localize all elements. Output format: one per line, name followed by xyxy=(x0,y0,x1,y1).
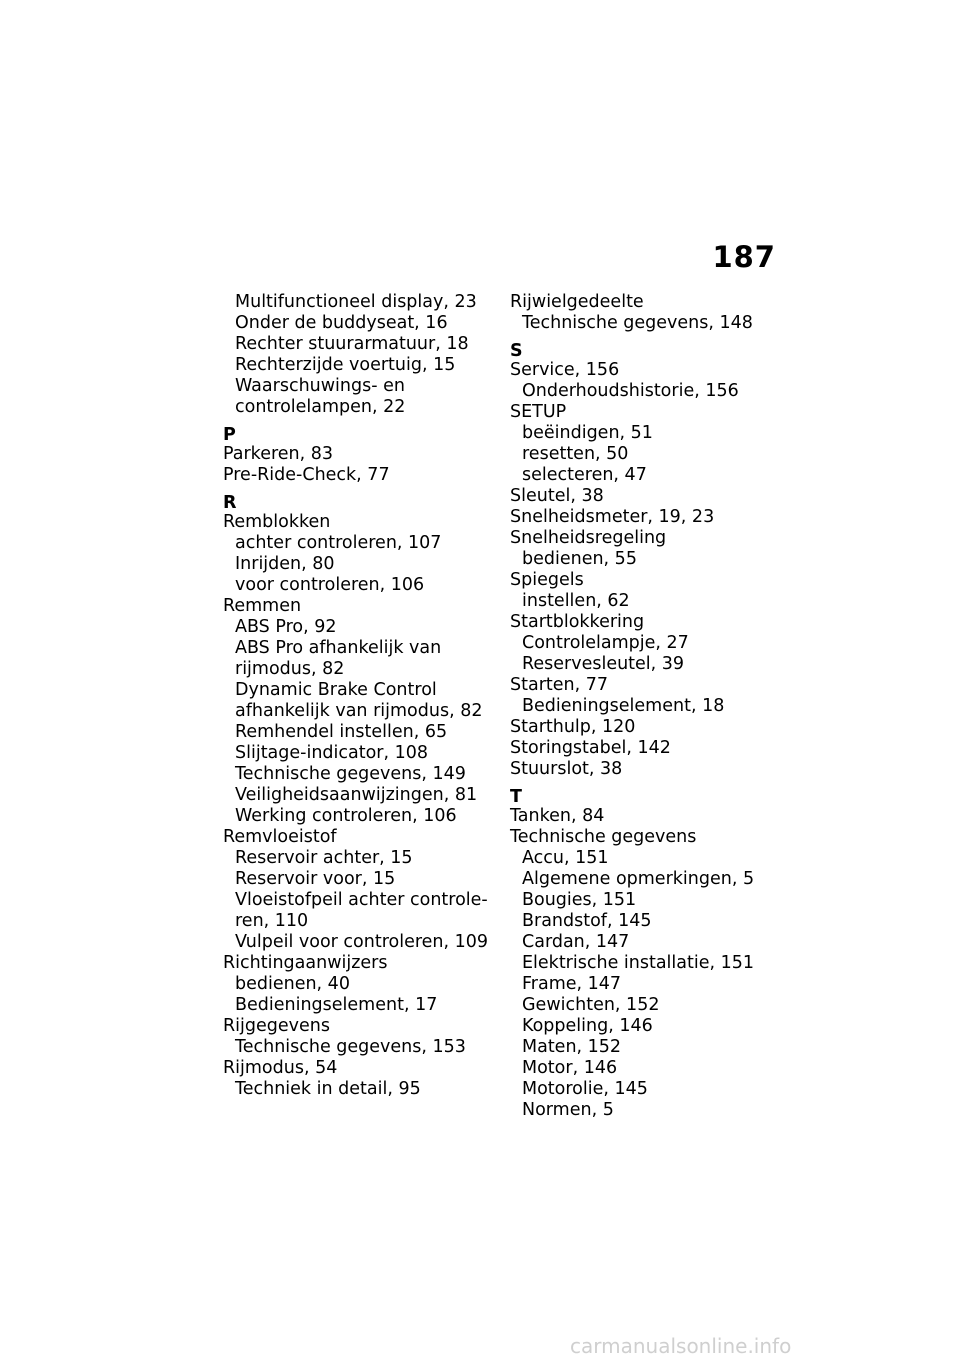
index-subentry: Cardan, 147 xyxy=(522,932,630,952)
index-subentry: ren, 110 xyxy=(235,911,309,931)
index-subentry: Technische gegevens, 149 xyxy=(235,764,466,784)
index-entry: Storingstabel, 142 xyxy=(510,738,671,758)
index-subentry: Techniek in detail, 95 xyxy=(235,1079,421,1099)
index-subentry: Vulpeil voor controleren, 109 xyxy=(235,932,489,952)
index-entry: Stuurslot, 38 xyxy=(510,759,623,779)
index-subentry: Accu, 151 xyxy=(522,848,609,868)
index-subentry: Motorolie, 145 xyxy=(522,1079,648,1099)
index-letter-heading: R xyxy=(223,493,237,513)
index-subentry: instellen, 62 xyxy=(522,591,630,611)
index-subentry: controlelampen, 22 xyxy=(235,397,406,417)
index-entry: Richtingaanwijzers xyxy=(223,953,388,973)
index-subentry: Multifunctioneel display, 23 xyxy=(235,292,477,312)
index-subentry: rijmodus, 82 xyxy=(235,659,345,679)
index-subentry: bedienen, 40 xyxy=(235,974,350,994)
index-subentry: Reservoir voor, 15 xyxy=(235,869,396,889)
index-subentry: Dynamic Brake Control xyxy=(235,680,437,700)
index-entry: Service, 156 xyxy=(510,360,620,380)
index-subentry: Elektrische installatie, 151 xyxy=(522,953,755,973)
index-subentry: Technische gegevens, 148 xyxy=(522,313,753,333)
index-subentry: Bedieningselement, 18 xyxy=(522,696,725,716)
index-subentry: Normen, 5 xyxy=(522,1100,614,1120)
index-subentry: Waarschuwings- en xyxy=(235,376,405,396)
index-subentry: afhankelijk van rijmodus, 82 xyxy=(235,701,483,721)
index-subentry: Onder de buddyseat, 16 xyxy=(235,313,448,333)
index-entry: SETUP xyxy=(510,402,567,422)
index-subentry: Reservoir achter, 15 xyxy=(235,848,413,868)
index-subentry: Algemene opmerkingen, 5 xyxy=(522,869,755,889)
index-entry: Startblokkering xyxy=(510,612,645,632)
index-entry: Snelheidsmeter, 19, 23 xyxy=(510,507,715,527)
index-subentry: Bedieningselement, 17 xyxy=(235,995,438,1015)
index-entry: Pre-Ride-Check, 77 xyxy=(223,465,390,485)
index-subentry: Remhendel instellen, 65 xyxy=(235,722,448,742)
index-subentry: bedienen, 55 xyxy=(522,549,637,569)
index-subentry: Rechterzijde voertuig, 15 xyxy=(235,355,456,375)
index-subentry: Slijtage-indicator, 108 xyxy=(235,743,429,763)
index-subentry: Inrijden, 80 xyxy=(235,554,335,574)
index-subentry: achter controleren, 107 xyxy=(235,533,442,553)
index-entry: Rijgegevens xyxy=(223,1016,330,1036)
index-subentry: Vloeistofpeil achter controle- xyxy=(235,890,488,910)
index-subentry: Controlelampje, 27 xyxy=(522,633,689,653)
index-subentry: Onderhoudshistorie, 156 xyxy=(522,381,739,401)
index-subentry: beëindigen, 51 xyxy=(522,423,653,443)
index-subentry: resetten, 50 xyxy=(522,444,629,464)
page-number: 187 xyxy=(712,240,776,274)
index-subentry: voor controleren, 106 xyxy=(235,575,425,595)
index-subentry: ABS Pro, 92 xyxy=(235,617,337,637)
index-subentry: Technische gegevens, 153 xyxy=(235,1037,466,1057)
index-entry: Remvloeistof xyxy=(223,827,337,847)
index-entry: Technische gegevens xyxy=(510,827,697,847)
watermark: carmanualsonline.info xyxy=(570,1334,792,1358)
index-subentry: Brandstof, 145 xyxy=(522,911,652,931)
index-entry: Starten, 77 xyxy=(510,675,609,695)
index-entry: Remblokken xyxy=(223,512,331,532)
index-subentry: Rechter stuurarmatuur, 18 xyxy=(235,334,469,354)
index-column-right xyxy=(510,292,800,1121)
index-entry: Rijwielgedeelte xyxy=(510,292,644,312)
index-letter-heading: T xyxy=(510,787,522,807)
index-subentry: Reservesleutel, 39 xyxy=(522,654,685,674)
index-entry: Remmen xyxy=(223,596,302,616)
index-subentry: Maten, 152 xyxy=(522,1037,622,1057)
index-column-left xyxy=(223,292,513,1100)
index-subentry: selecteren, 47 xyxy=(522,465,647,485)
index-entry: Rijmodus, 54 xyxy=(223,1058,338,1078)
index-entry: Sleutel, 38 xyxy=(510,486,604,506)
index-subentry: Werking controleren, 106 xyxy=(235,806,457,826)
index-letter-heading: S xyxy=(510,341,523,361)
index-subentry: Bougies, 151 xyxy=(522,890,637,910)
index-subentry: Frame, 147 xyxy=(522,974,622,994)
index-subentry: Veiligheidsaanwijzingen, 81 xyxy=(235,785,478,805)
index-entry: Parkeren, 83 xyxy=(223,444,334,464)
index-subentry: Motor, 146 xyxy=(522,1058,618,1078)
index-subentry: Koppeling, 146 xyxy=(522,1016,653,1036)
index-entry: Snelheidsregeling xyxy=(510,528,667,548)
index-entry: Spiegels xyxy=(510,570,584,590)
index-subentry: ABS Pro afhankelijk van xyxy=(235,638,442,658)
index-letter-heading: P xyxy=(223,425,236,445)
index-entry: Tanken, 84 xyxy=(510,806,605,826)
index-entry: Starthulp, 120 xyxy=(510,717,636,737)
index-subentry: Gewichten, 152 xyxy=(522,995,660,1015)
